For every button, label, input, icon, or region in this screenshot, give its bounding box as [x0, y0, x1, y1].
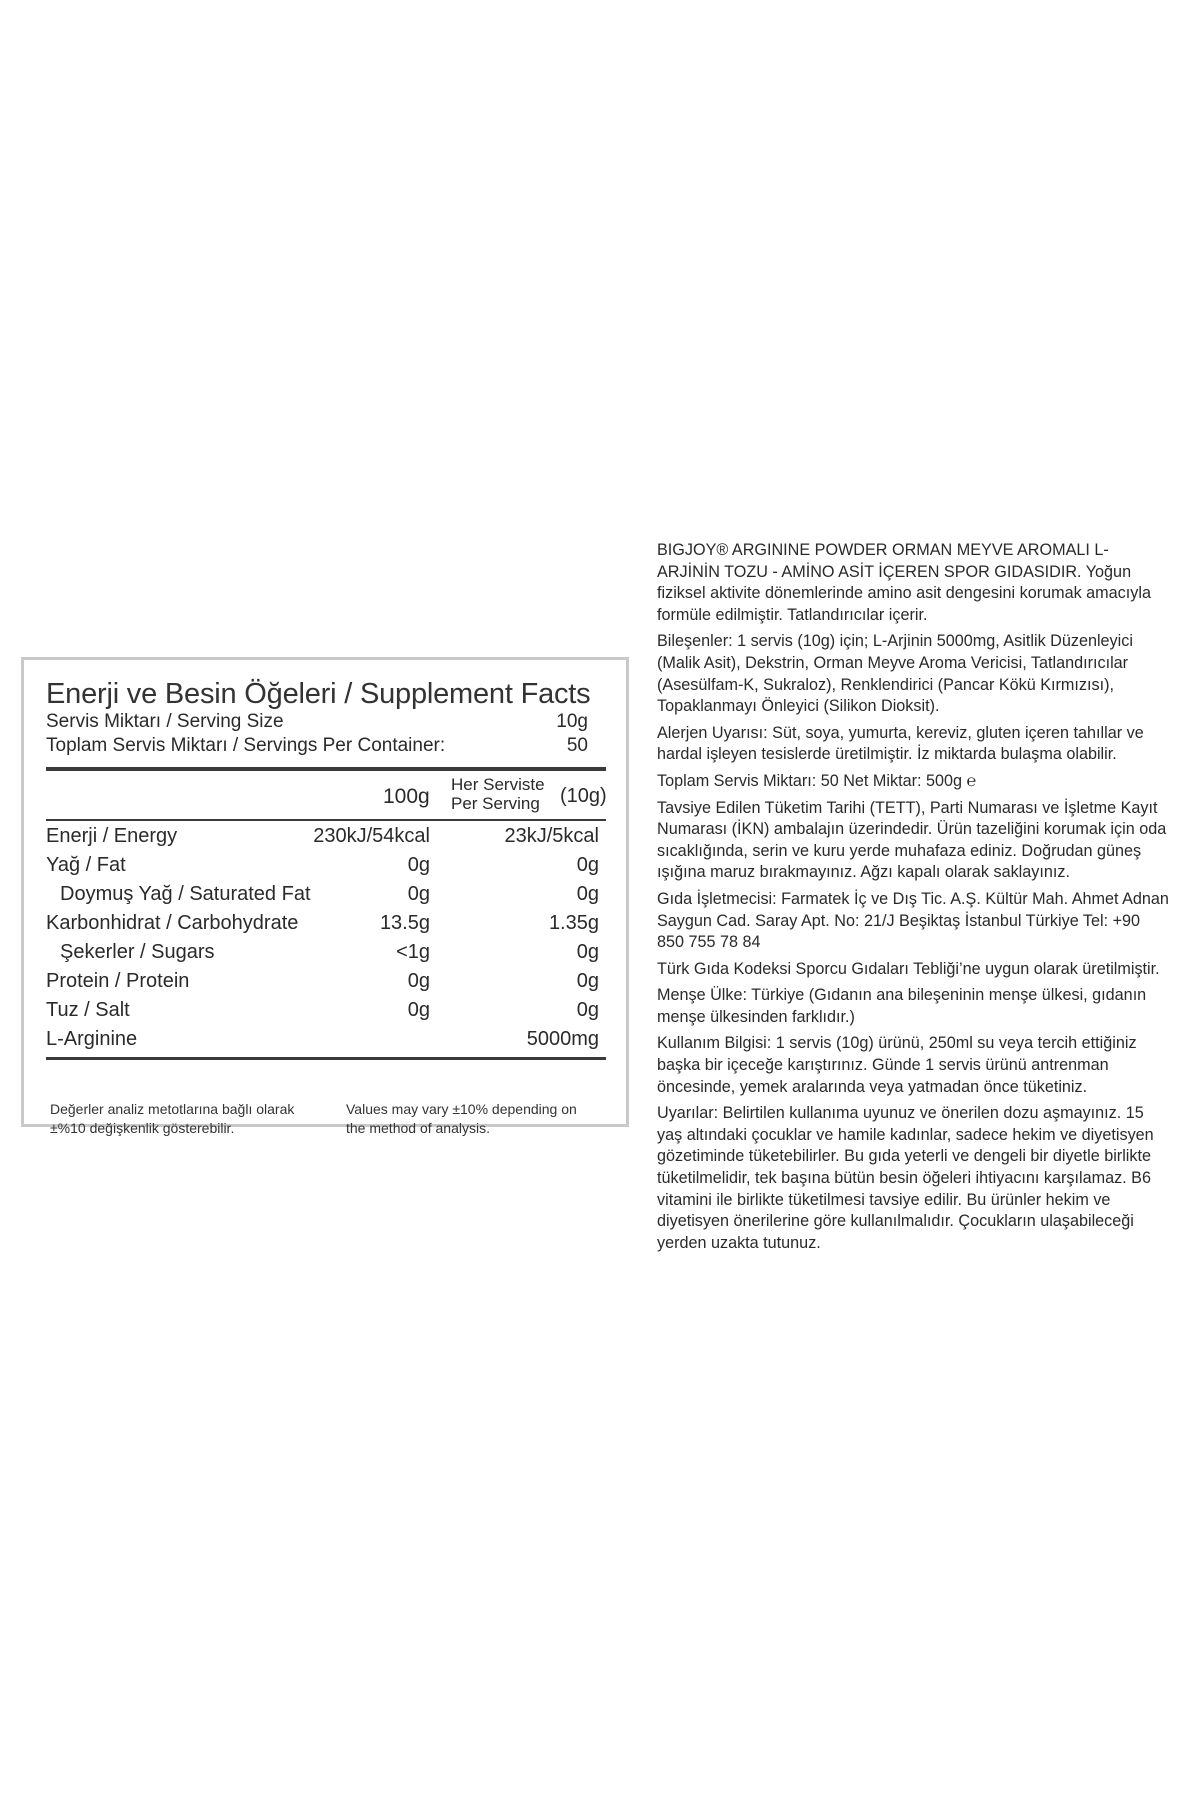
nutrient-row — [46, 995, 606, 1024]
net-quantity: Toplam Servis Miktarı: 50 Net Miktar: 500g ℮ — [657, 771, 977, 790]
usage-info: Kullanım Bilgisi: 1 servis (10g) ürünü, 250ml su veya tercih ettiğiniz başka bir içeceğe karıştırınız. Günde 1 servis ürünü antrenman öncesinde, yemek aralarında veya yatmadan önce tüketiniz. — [657, 1034, 1137, 1096]
nutrient-row — [46, 937, 606, 966]
column-header-100g: 100g — [383, 785, 430, 808]
serving-size-row — [46, 711, 606, 735]
nutrient-value-serving: 0g — [576, 999, 599, 1021]
ingredients-text: Bileşenler: 1 servis (10g) için; L-Arjinin 5000mg, Asitlik Düzenleyici (Malik Asit), Dekstrin, Orman Meyve Aroma Vericisi, Tatlandırıcılar (Asesülfam-K, Sukraloz), Renklendirici (Pancar Kökü Kırmızısı), Topaklanmayı Önleyici (Silikon Dioksit). — [657, 632, 1133, 716]
product-info-text — [657, 540, 1169, 1259]
nutrient-value-serving: 5000mg — [526, 1028, 599, 1050]
nutrient-label: Karbonhidrat / Carbohydrate — [46, 912, 299, 934]
nutrient-label: Yağ / Fat — [46, 854, 126, 876]
column-header-row — [46, 771, 606, 819]
serving-size-label: Servis Miktarı / Serving Size — [46, 711, 284, 732]
nutrient-row — [46, 1024, 606, 1053]
divider-bottom — [46, 1057, 606, 1060]
serving-size-value: 10g — [556, 711, 588, 732]
nutrient-value-100g: <1g — [396, 941, 430, 963]
product-description: BIGJOY® ARGININE POWDER ORMAN MEYVE AROMALI L-ARJİNİN TOZU - AMİNO ASİT İÇEREN SPOR GIDASIDIR. Yoğun fiziksel aktivite dönemlerinde amino asit dengesini korumak amacıyla formüle edilmiştir. Tatlandırıcılar içerir. — [657, 541, 1151, 624]
storage-info: Tavsiye Edilen Tüketim Tarihi (TETT), Parti Numarası ve İşletme Kayıt Numarası (İKN) ambalajın üzerindedir. Ürün tazeliğini korumak için oda sıcaklığında, serin ve kuru yerde muhafaza ediniz. Doğrudan güneş ışığına maruz bırakmayınız. Ağzı kapalı olarak saklayınız. — [657, 798, 1167, 882]
footnote-turkish: Değerler analiz metotlarına bağlı olarak ±%10 değişkenlik gösterebilir. — [50, 1101, 295, 1136]
nutrient-label: Tuz / Salt — [46, 999, 130, 1021]
nutrient-value-serving: 0g — [576, 970, 599, 992]
nutrient-row — [46, 879, 606, 908]
supplement-facts-content — [46, 678, 607, 1136]
column-header-per-serving — [451, 775, 545, 813]
regulation-compliance: Türk Gıda Kodeksi Sporcu Gıdaları Tebliği’ne uygun olarak üretilmiştir. — [657, 959, 1160, 978]
nutrient-value-100g: 230kJ/54kcal — [313, 825, 430, 847]
column-header-per-serving-en: Per Serving — [451, 794, 540, 813]
nutrient-row — [46, 966, 606, 995]
nutrient-value-100g: 0g — [407, 970, 430, 992]
servings-per-container-row — [46, 735, 606, 759]
nutrient-label: Enerji / Energy — [46, 825, 178, 847]
nutrient-row — [46, 821, 606, 850]
servings-per-container-value: 50 — [566, 735, 588, 756]
nutrient-value-serving: 0g — [576, 854, 599, 876]
supplement-facts-panel — [21, 657, 629, 1136]
footnote-english: Values may vary ±10% depending on the method of analysis. — [346, 1101, 577, 1136]
servings-per-container-label: Toplam Servis Miktarı / Servings Per Container: — [46, 735, 446, 756]
allergen-warning: Alerjen Uyarısı: Süt, soya, yumurta, kereviz, gluten içeren tahıllar ve hardal işleyen tesislerde üretilmiştir. İz miktarda bulaşma olabilir. — [657, 723, 1144, 764]
nutrient-value-100g: 0g — [407, 999, 430, 1021]
nutrient-row — [46, 850, 606, 879]
nutrient-label: Protein / Protein — [46, 970, 190, 992]
nutrient-value-100g: 0g — [407, 883, 430, 905]
nutrient-label: L-Arginine — [46, 1028, 138, 1050]
nutrient-value-serving: 0g — [576, 941, 599, 963]
nutrient-row — [46, 908, 606, 937]
warnings-text: Uyarılar: Belirtilen kullanıma uyunuz ve önerilen dozu aşmayınız. 15 yaş altındaki çocuklar ve hamile kadınlar, sadece hekim ve diyetisyen gözetiminde tüketebilirler. Bu gıda yeterli ve dengeli bir diyetle birlikte tüketilmelidir, tek başına bütün besin öğeleri ihtiyacını karşılamaz. B6 vitamini ile birlikte tüketilmesi tavsiye edilir. Bu ürünler hekim ve diyetisyen önerilerine göre kullanılmalıdır. Çocukların ulaşabileceği yerden uzakta tutunuz. — [657, 1104, 1154, 1252]
column-header-serving-amount: (10g) — [560, 785, 607, 807]
nutrient-label: Şekerler / Sugars — [60, 941, 215, 963]
nutrient-value-100g: 13.5g — [379, 912, 430, 934]
nutrient-label: Doymuş Yağ / Saturated Fat — [60, 883, 311, 905]
country-of-origin: Menşe Ülke: Türkiye (Gıdanın ana bileşeninin menşe ülkesi, gıdanın menşe ülkesinden farklıdır.) — [657, 986, 1147, 1026]
column-header-per-serving-tr: Her Serviste — [451, 775, 545, 794]
nutrient-value-100g: 0g — [407, 854, 430, 876]
food-operator-info: Gıda İşletmecisi: Farmatek İç ve Dış Tic. A.Ş. Kültür Mah. Ahmet Adnan Saygun Cad. Saray Apt. No: 21/J Beşiktaş İstanbul Türkiye Tel: +90 850 755 78 84 — [657, 889, 1169, 952]
nutrient-value-serving: 1.35g — [548, 912, 599, 934]
facts-title: Enerji ve Besin Öğeleri / Supplement Facts — [46, 678, 591, 710]
nutrient-value-serving: 0g — [576, 883, 599, 905]
nutrient-value-serving: 23kJ/5kcal — [504, 825, 599, 847]
